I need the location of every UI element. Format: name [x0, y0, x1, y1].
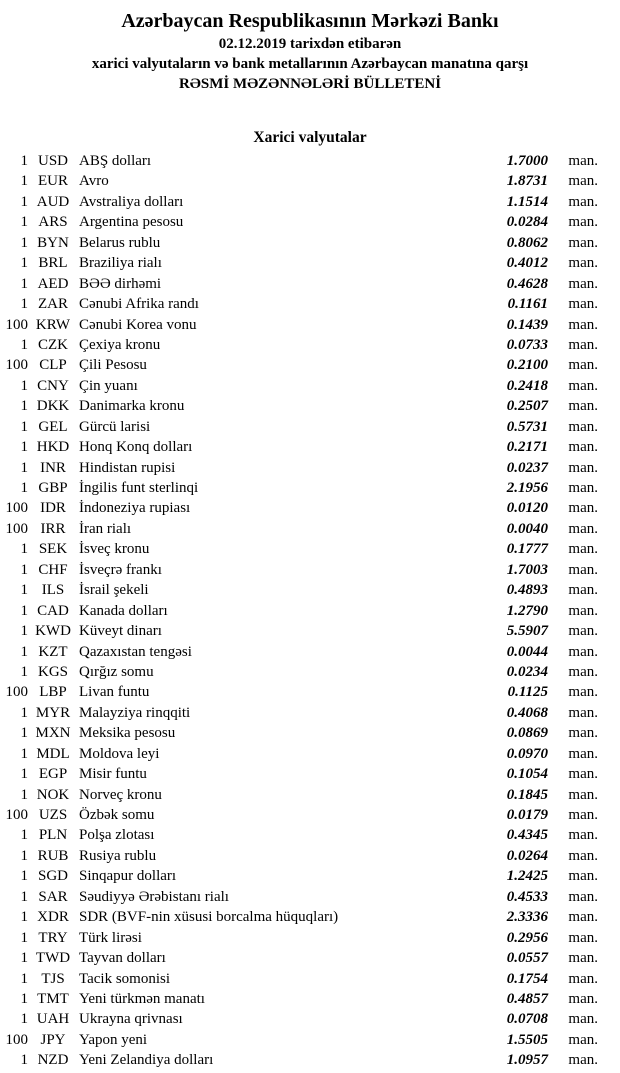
table-row: [0, 396, 620, 416]
currency-code-cell: MXN: [35, 725, 71, 742]
currency-code-cell: LBP: [39, 684, 67, 701]
rate-cell: 0.0869: [506, 725, 548, 742]
unit-cell: man.: [568, 643, 598, 660]
currency-code-cell: RUB: [37, 847, 69, 864]
table-row: [0, 417, 620, 437]
table-row: [0, 355, 620, 375]
rate-cell: 0.2507: [506, 398, 548, 415]
quantity-cell: 1: [20, 173, 28, 190]
currency-code-cell: UZS: [38, 807, 68, 823]
unit-cell: man.: [568, 807, 598, 823]
currency-name-cell: Polşa zlotası: [79, 827, 155, 844]
unit-cell: man.: [568, 929, 598, 946]
table-row: [0, 764, 620, 784]
quantity-cell: 1: [20, 275, 28, 292]
table-row: [0, 519, 620, 539]
unit-cell: man.: [568, 663, 598, 680]
quantity-cell: 100: [5, 357, 28, 374]
currency-name-cell: Çili Pesosu: [79, 357, 147, 374]
unit-cell: man.: [568, 561, 598, 578]
rate-cell: 0.1439: [506, 316, 548, 333]
currency-code-cell: CAD: [37, 602, 69, 619]
currency-code-cell: IRR: [40, 520, 66, 537]
currency-name-cell: İndoneziya rupiası: [79, 500, 191, 517]
unit-cell: man.: [568, 275, 598, 292]
bulletin-title: RƏSMİ MƏZƏNNƏLƏRİ BÜLLETENİ: [178, 76, 442, 92]
document-header: [0, 8, 620, 94]
unit-cell: man.: [568, 950, 598, 967]
quantity-cell: 100: [5, 1031, 28, 1048]
currency-name-cell: Çexiya kronu: [79, 336, 161, 353]
table-row: [0, 437, 620, 457]
currency-name-cell: Yeni Zelandiya dolları: [79, 1052, 214, 1069]
currency-code-cell: KRW: [35, 316, 71, 333]
currency-code-cell: EGP: [38, 766, 68, 783]
table-row: [0, 621, 620, 641]
table-row: [0, 907, 620, 927]
quantity-cell: 1: [20, 582, 28, 599]
table-row: [0, 151, 620, 171]
quantity-cell: 1: [20, 459, 28, 476]
currency-name-cell: Argentina pesosu: [79, 214, 184, 231]
rate-cell: 1.1514: [506, 193, 548, 210]
table-row: [0, 580, 620, 600]
quantity-cell: 1: [20, 766, 28, 783]
table-row: [0, 642, 620, 662]
unit-cell: man.: [568, 970, 598, 987]
quantity-cell: 1: [20, 214, 28, 231]
currency-code-cell: TWD: [35, 950, 71, 967]
rate-cell: 1.5505: [506, 1031, 548, 1048]
table-row: [0, 294, 620, 314]
currency-code-cell: AED: [37, 275, 69, 292]
currency-code-cell: HKD: [36, 439, 70, 456]
currency-name-cell: Türk lirəsi: [79, 929, 142, 946]
unit-cell: man.: [568, 1031, 598, 1048]
quantity-cell: 1: [20, 929, 28, 946]
rate-cell: 0.0557: [506, 950, 548, 967]
currency-name-cell: Meksika pesosu: [79, 725, 176, 742]
currency-name-cell: Küveyt dinarı: [79, 623, 162, 640]
unit-cell: man.: [568, 459, 598, 476]
quantity-cell: 100: [5, 684, 28, 701]
quantity-cell: 1: [20, 296, 28, 313]
currency-name-cell: Çin yuanı: [79, 377, 138, 394]
unit-cell: man.: [568, 623, 598, 640]
quantity-cell: 1: [20, 786, 28, 803]
currency-code-cell: USD: [37, 153, 68, 169]
currency-code-cell: SGD: [37, 868, 68, 885]
currency-name-cell: Honq Konq dolları: [79, 439, 193, 456]
quantity-cell: 1: [20, 234, 28, 251]
unit-cell: man.: [568, 377, 598, 394]
currency-code-cell: KWD: [35, 623, 71, 640]
rate-cell: 0.1845: [506, 786, 548, 803]
currency-name-cell: Tacik somonisi: [79, 970, 171, 987]
quantity-cell: 1: [20, 1052, 28, 1069]
rate-cell: 0.0044: [506, 643, 548, 660]
rate-cell: 1.0957: [506, 1052, 548, 1069]
section-title-foreign-currencies: Xarici valyutalar: [253, 129, 367, 146]
currency-code-cell: CNY: [37, 377, 69, 394]
unit-cell: man.: [568, 500, 598, 517]
unit-cell: man.: [568, 1052, 598, 1069]
currency-rates-table: [0, 151, 620, 1071]
currency-code-cell: GBP: [38, 480, 68, 496]
quantity-cell: 1: [20, 663, 28, 680]
quantity-cell: 1: [20, 623, 28, 640]
rate-cell: 0.1054: [506, 766, 548, 783]
rate-cell: 1.2790: [506, 602, 548, 619]
quantity-cell: 1: [20, 255, 28, 272]
rate-cell: 0.0120: [506, 500, 548, 517]
unit-cell: man.: [568, 766, 598, 783]
bank-title: Azərbaycan Respublikasının Mərkəzi Bankı: [121, 10, 499, 32]
table-row: [0, 539, 620, 559]
quantity-cell: 1: [20, 398, 28, 415]
quantity-cell: 1: [20, 970, 28, 987]
currency-code-cell: AUD: [36, 193, 70, 210]
unit-cell: man.: [568, 909, 598, 926]
rate-cell: 0.0733: [506, 336, 548, 353]
table-row: [0, 315, 620, 335]
unit-cell: man.: [568, 684, 598, 701]
rate-cell: 0.0264: [506, 847, 548, 864]
unit-cell: man.: [568, 357, 598, 374]
quantity-cell: 1: [20, 153, 28, 169]
table-row: [0, 969, 620, 989]
currency-code-cell: JPY: [40, 1031, 66, 1048]
currency-name-cell: Qırğız somu: [79, 663, 154, 680]
currency-name-cell: Misir funtu: [79, 766, 147, 783]
currency-name-cell: Yapon yeni: [79, 1031, 148, 1048]
currency-name-cell: Kanada dolları: [79, 602, 168, 619]
unit-cell: man.: [568, 336, 598, 353]
unit-cell: man.: [568, 1011, 598, 1028]
unit-cell: man.: [568, 827, 598, 844]
quantity-cell: 1: [20, 1011, 28, 1028]
rate-cell: 0.0237: [506, 459, 548, 476]
rate-cell: 0.1777: [506, 541, 548, 558]
unit-cell: man.: [568, 888, 598, 905]
table-row: [0, 233, 620, 253]
unit-cell: man.: [568, 786, 598, 803]
unit-cell: man.: [568, 520, 598, 537]
table-row: [0, 478, 620, 498]
currency-code-cell: UAH: [36, 1011, 70, 1028]
table-row: [0, 560, 620, 580]
quantity-cell: 1: [20, 541, 28, 558]
quantity-cell: 100: [5, 316, 28, 333]
currency-name-cell: Hindistan rupisi: [79, 459, 176, 476]
table-row: [0, 785, 620, 805]
quantity-cell: 1: [20, 704, 28, 721]
table-row: [0, 1030, 620, 1050]
rate-cell: 0.0179: [506, 807, 548, 823]
currency-code-cell: MYR: [35, 704, 71, 721]
unit-cell: man.: [568, 255, 598, 272]
quantity-cell: 1: [20, 602, 28, 619]
currency-code-cell: KGS: [37, 663, 68, 680]
quantity-cell: 1: [20, 847, 28, 864]
currency-name-cell: BƏƏ dirhəmi: [79, 275, 162, 292]
currency-name-cell: Gürcü larisi: [79, 418, 151, 435]
rate-cell: 0.5731: [506, 418, 548, 435]
quantity-cell: 1: [20, 643, 28, 660]
unit-cell: man.: [568, 602, 598, 619]
currency-name-cell: Livan funtu: [79, 684, 150, 701]
currency-code-cell: SEK: [38, 541, 68, 558]
rate-cell: 0.1125: [507, 684, 548, 701]
unit-cell: man.: [568, 704, 598, 721]
currency-code-cell: ILS: [41, 582, 65, 599]
currency-name-cell: Belarus rublu: [79, 234, 161, 251]
currency-name-cell: Yeni türkmən manatı: [79, 990, 205, 1007]
rate-cell: 0.2418: [506, 377, 548, 394]
unit-cell: man.: [568, 990, 598, 1007]
currency-name-cell: İsrail şekeli: [79, 582, 149, 599]
table-row: [0, 846, 620, 866]
table-row: [0, 805, 620, 825]
unit-cell: man.: [568, 418, 598, 435]
table-row: [0, 335, 620, 355]
currency-code-cell: NOK: [36, 786, 70, 803]
currency-name-cell: Sinqapur dolları: [79, 868, 177, 885]
rate-cell: 0.4893: [506, 582, 548, 599]
rate-cell: 5.5907: [506, 623, 548, 640]
table-row: [0, 212, 620, 232]
currency-code-cell: KZT: [38, 643, 68, 660]
currency-name-cell: Moldova leyi: [79, 745, 160, 762]
unit-cell: man.: [568, 214, 598, 231]
currency-name-cell: İsveç kronu: [79, 541, 150, 558]
rate-cell: 0.4012: [506, 255, 548, 272]
currency-name-cell: İngilis funt sterlinqi: [79, 480, 199, 496]
currency-name-cell: SDR (BVF-nin xüsusi borcalma hüquqları): [79, 909, 339, 926]
quantity-cell: 1: [20, 725, 28, 742]
currency-code-cell: NZD: [37, 1052, 69, 1069]
currency-name-cell: Cənubi Afrika randı: [79, 296, 199, 313]
table-row: [0, 1050, 620, 1070]
table-row: [0, 192, 620, 212]
currency-code-cell: XDR: [37, 909, 69, 926]
table-row: [0, 703, 620, 723]
rate-cell: 0.0234: [506, 663, 548, 680]
rate-cell: 0.1754: [506, 970, 548, 987]
currency-code-cell: MDL: [36, 745, 70, 762]
quantity-cell: 1: [20, 950, 28, 967]
currency-code-cell: GEL: [38, 418, 68, 435]
rate-cell: 0.4628: [506, 275, 548, 292]
unit-cell: man.: [568, 541, 598, 558]
table-row: [0, 1009, 620, 1029]
currency-code-cell: IDR: [40, 500, 66, 517]
quantity-cell: 1: [20, 418, 28, 435]
rate-cell: 1.8731: [506, 173, 548, 190]
currency-code-cell: INR: [40, 459, 66, 476]
currency-code-cell: CHF: [38, 561, 68, 578]
currency-name-cell: Danimarka kronu: [79, 398, 185, 415]
quantity-cell: 100: [5, 520, 28, 537]
currency-code-cell: SAR: [38, 888, 68, 905]
rate-cell: 2.1956: [506, 480, 548, 496]
currency-name-cell: Cənubi Korea vonu: [79, 316, 197, 333]
rate-cell: 0.1161: [507, 296, 548, 313]
quantity-cell: 1: [20, 868, 28, 885]
table-row: [0, 253, 620, 273]
currency-name-cell: İsveçrə frankı: [79, 561, 162, 578]
unit-cell: man.: [568, 234, 598, 251]
unit-cell: man.: [568, 193, 598, 210]
unit-cell: man.: [568, 153, 598, 169]
effective-date-line: 02.12.2019 tarixdən etibarən: [218, 36, 402, 52]
table-row: [0, 171, 620, 191]
quantity-cell: 100: [5, 807, 28, 823]
quantity-cell: 1: [20, 377, 28, 394]
table-row: [0, 274, 620, 294]
table-row: [0, 682, 620, 702]
currency-code-cell: TJS: [41, 970, 65, 987]
quantity-cell: 1: [20, 909, 28, 926]
table-row: [0, 458, 620, 478]
unit-cell: man.: [568, 480, 598, 496]
rate-cell: 0.8062: [506, 234, 548, 251]
currency-name-cell: Rusiya rublu: [79, 847, 157, 864]
table-row: [0, 989, 620, 1009]
rate-cell: 0.0970: [506, 745, 548, 762]
currency-code-cell: CZK: [38, 336, 68, 353]
currency-name-cell: Tayvan dolları: [79, 950, 166, 967]
unit-cell: man.: [568, 439, 598, 456]
currency-name-cell: Avro: [79, 173, 109, 190]
currency-name-cell: Ukrayna qrivnası: [79, 1011, 183, 1028]
rate-cell: 0.2171: [506, 439, 548, 456]
rate-cell: 0.0708: [506, 1011, 548, 1028]
unit-cell: man.: [568, 296, 598, 313]
currency-name-cell: Qazaxıstan tengəsi: [79, 643, 192, 660]
quantity-cell: 1: [20, 990, 28, 1007]
subtitle-line: xarici valyutaların və bank metallarının Azərbaycan manatına qarşı: [91, 56, 529, 72]
table-row: [0, 662, 620, 682]
currency-name-cell: Braziliya rialı: [79, 255, 162, 272]
rate-cell: 0.4345: [506, 827, 548, 844]
rate-cell: 0.2956: [506, 929, 548, 946]
rate-cell: 0.0284: [506, 214, 548, 231]
rate-cell: 0.2100: [506, 357, 548, 374]
table-row: [0, 866, 620, 886]
currency-code-cell: BYN: [37, 234, 69, 251]
rate-cell: 2.3336: [506, 909, 548, 926]
quantity-cell: 1: [20, 480, 28, 496]
currency-code-cell: ZAR: [38, 296, 68, 313]
currency-code-cell: TMT: [37, 990, 69, 1007]
unit-cell: man.: [568, 868, 598, 885]
quantity-cell: 1: [20, 336, 28, 353]
currency-code-cell: PLN: [38, 827, 68, 844]
currency-name-cell: Norveç kronu: [79, 786, 162, 803]
currency-name-cell: ABŞ dolları: [79, 153, 152, 169]
table-row: [0, 498, 620, 518]
currency-code-cell: BRL: [38, 255, 68, 272]
currency-code-cell: CLP: [39, 357, 67, 374]
unit-cell: man.: [568, 398, 598, 415]
currency-name-cell: Özbək somu: [79, 807, 155, 823]
currency-name-cell: İran rialı: [79, 520, 132, 537]
quantity-cell: 1: [20, 888, 28, 905]
currency-name-cell: Malayziya rinqqiti: [79, 704, 191, 721]
unit-cell: man.: [568, 316, 598, 333]
currency-name-cell: Avstraliya dolları: [79, 193, 184, 210]
rate-cell: 1.7003: [506, 561, 548, 578]
unit-cell: man.: [568, 847, 598, 864]
unit-cell: man.: [568, 745, 598, 762]
unit-cell: man.: [568, 725, 598, 742]
rate-cell: 0.4857: [506, 990, 548, 1007]
quantity-cell: 1: [20, 827, 28, 844]
rate-cell: 0.4068: [506, 704, 548, 721]
table-row: [0, 601, 620, 621]
table-row: [0, 825, 620, 845]
rate-cell: 0.0040: [506, 520, 548, 537]
quantity-cell: 1: [20, 193, 28, 210]
quantity-cell: 1: [20, 439, 28, 456]
rate-cell: 0.4533: [506, 888, 548, 905]
table-row: [0, 948, 620, 968]
table-row: [0, 928, 620, 948]
table-row: [0, 376, 620, 396]
table-row: [0, 723, 620, 743]
currency-code-cell: TRY: [38, 929, 68, 946]
table-row: [0, 887, 620, 907]
table-row: [0, 744, 620, 764]
currency-code-cell: EUR: [38, 173, 68, 190]
rate-cell: 1.2425: [506, 868, 548, 885]
unit-cell: man.: [568, 173, 598, 190]
rate-cell: 1.7000: [506, 153, 548, 169]
currency-code-cell: DKK: [36, 398, 70, 415]
currency-name-cell: Səudiyyə Ərəbistanı rialı: [79, 888, 229, 905]
unit-cell: man.: [568, 582, 598, 599]
quantity-cell: 1: [20, 561, 28, 578]
quantity-cell: 100: [5, 500, 28, 517]
quantity-cell: 1: [20, 745, 28, 762]
currency-code-cell: ARS: [38, 214, 68, 231]
